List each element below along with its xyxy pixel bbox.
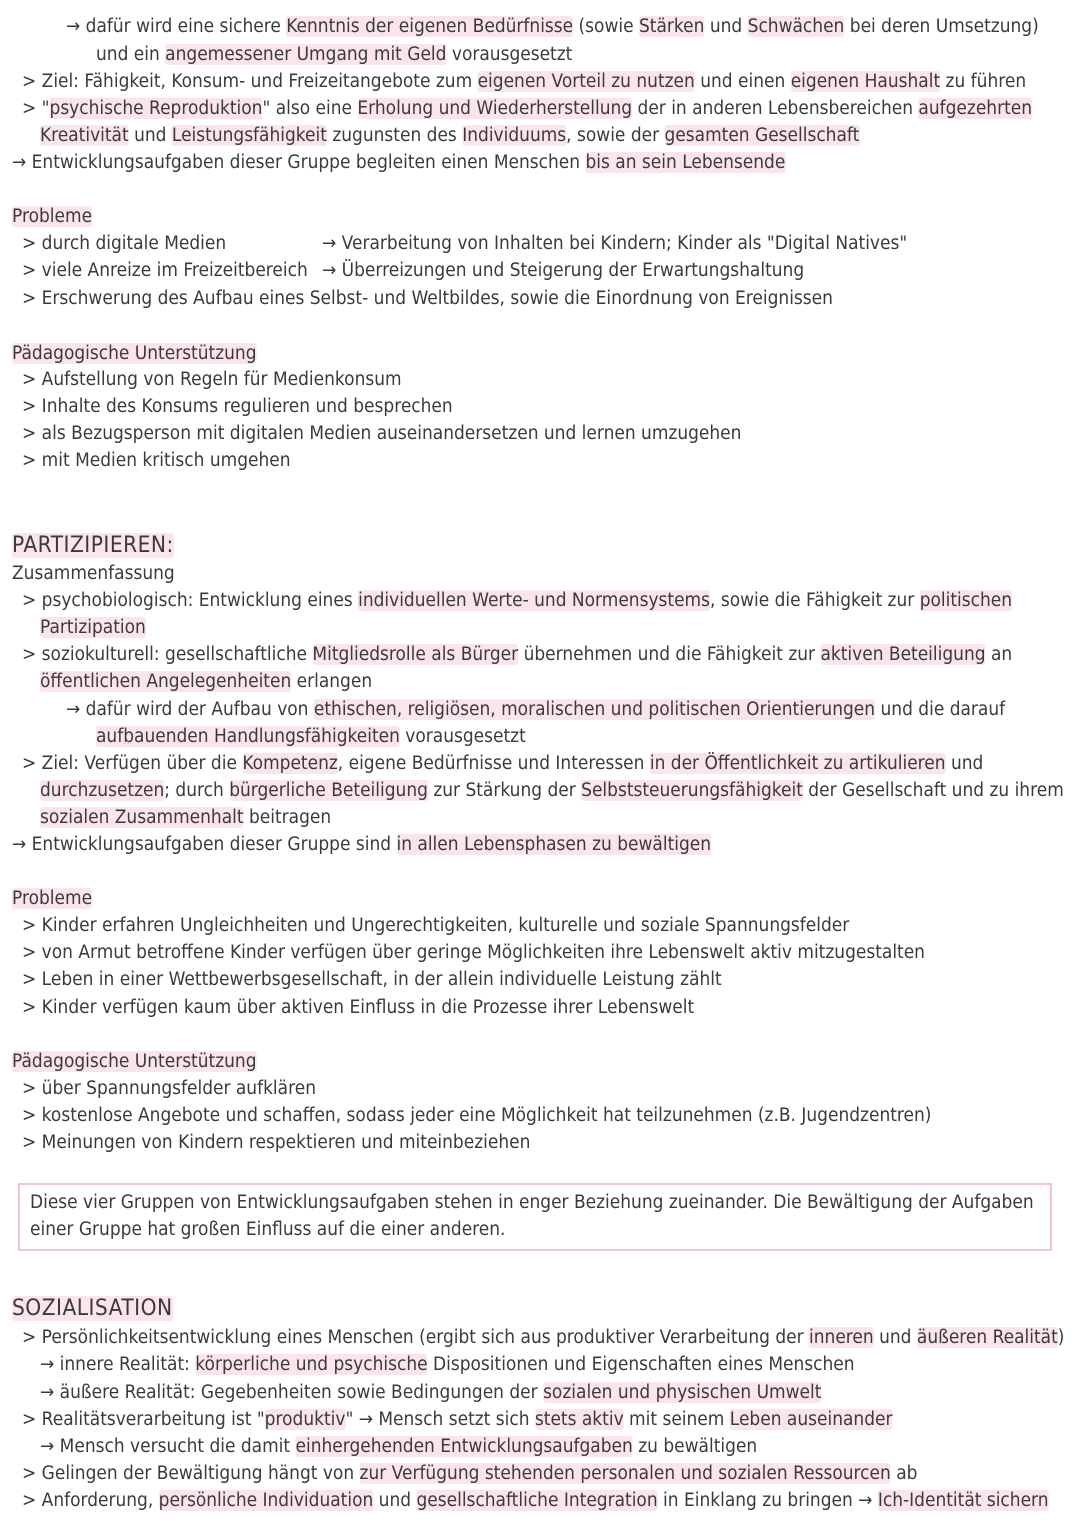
- text-line: > durch digitale Medien: [22, 233, 227, 254]
- section-title: Probleme: [12, 888, 93, 909]
- text-line: → dafür wird der Aufbau von ethischen, religiösen, moralischen und politischen Orientierungen und die darauf: [66, 699, 1006, 720]
- text-line: → äußere Realität: Gegebenheiten sowie Bedingungen der sozialen und physischen Umwelt: [40, 1382, 822, 1403]
- text-line: [96, 41, 572, 68]
- text: zu führen: [940, 71, 1027, 92]
- highlight: Kenntnis der eigenen Bedürfnisse: [286, 16, 574, 37]
- note-text: einer Gruppe hat großen Einfluss auf die einer anderen.: [30, 1219, 506, 1240]
- text-line: aufbauenden Handlungsfähigkeiten vorausgesetzt: [96, 726, 526, 747]
- list-item: > Inhalte des Konsums regulieren und besprechen: [22, 396, 453, 417]
- list-item: > Meinungen von Kindern respektieren und miteinbeziehen: [22, 1132, 531, 1153]
- highlight: Schwächen: [747, 16, 845, 37]
- text: , sowie der: [566, 125, 665, 146]
- text: und: [128, 125, 172, 146]
- text-line: > Gelingen der Bewältigung hängt von zur Verfügung stehenden personalen und sozialen Ressourcen ab: [22, 1463, 918, 1484]
- list-item: > Kinder verfügen kaum über aktiven Einfluss in die Prozesse ihrer Lebenswelt: [22, 997, 695, 1018]
- text: > ": [22, 98, 50, 119]
- text-line: > viele Anreize im Freizeitbereich: [22, 260, 308, 281]
- highlight: Individuums: [462, 125, 567, 146]
- text-line: durchzusetzen; durch bürgerliche Beteiligung zur Stärkung der Selbststeuerungsfähigkeit der Gesellschaft und zu ihrem: [40, 780, 1064, 801]
- list-item: > als Bezugsperson mit digitalen Medien auseinandersetzen und lernen umzugehen: [22, 423, 742, 444]
- text: → dafür wird eine sichere: [66, 16, 287, 37]
- highlight: psychische Reproduktion: [49, 98, 263, 119]
- text-line: Partizipation: [40, 617, 146, 638]
- text-line: → innere Realität: körperliche und psychische Dispositionen und Eigenschaften eines Menschen: [40, 1354, 855, 1375]
- list-item: > mit Medien kritisch umgehen: [22, 450, 291, 471]
- list-item: > Aufstellung von Regeln für Medienkonsum: [22, 369, 402, 390]
- text-line: [66, 13, 1039, 40]
- highlight: Leistungsfähigkeit: [171, 125, 327, 146]
- text-line: > Ziel: Verfügen über die Kompetenz, eigene Bedürfnisse und Interessen in der Öffentlichkeit zu artikulieren und: [22, 753, 984, 774]
- text-line: [12, 149, 785, 176]
- text-line: > Realitätsverarbeitung ist "produktiv" → Mensch setzt sich stets aktiv mit seinem Leben auseinander: [22, 1409, 893, 1430]
- text: der in anderen Lebensbereichen: [632, 98, 919, 119]
- text-line: > Erschwerung des Aufbau eines Selbst- und Weltbildes, sowie die Einordnung von Ereignissen: [22, 288, 833, 309]
- section-title: Pädagogische Unterstützung: [12, 343, 257, 364]
- text: bei deren Umsetzung): [844, 16, 1039, 37]
- section-heading: PARTIZIPIEREN:: [12, 533, 174, 558]
- section-heading: SOZIALISATION: [12, 1296, 173, 1321]
- highlight: eigenen Haushalt: [790, 71, 941, 92]
- text-line: [22, 95, 1032, 122]
- text-line: > Persönlichkeitsentwicklung eines Menschen (ergibt sich aus produktiver Verarbeitung der inneren und äußeren Realität): [22, 1327, 1065, 1348]
- list-item: > Kinder erfahren Ungleichheiten und Ungerechtigkeiten, kulturelle und soziale Spannungsfelder: [22, 915, 850, 936]
- text: > Ziel: Fähigkeit, Konsum- und Freizeitangebote zum: [22, 71, 478, 92]
- highlight: bis an sein Lebensende: [585, 152, 786, 173]
- text-line: → Überreizungen und Steigerung der Erwartungshaltung: [322, 260, 805, 281]
- text: → Entwicklungsaufgaben dieser Gruppe begleiten einen Menschen: [12, 152, 586, 173]
- text-line: → Verarbeitung von Inhalten bei Kindern; Kinder als "Digital Natives": [322, 233, 908, 254]
- text-line: [40, 122, 859, 149]
- highlight: Erholung und Wiederherstellung: [357, 98, 633, 119]
- list-item: > kostenlose Angebote und schaffen, sodass jeder eine Möglichkeit hat teilzunehmen (z.B. Jugendzentren): [22, 1105, 932, 1126]
- text-line: öffentlichen Angelegenheiten erlangen: [40, 671, 373, 692]
- note-text: Diese vier Gruppen von Entwicklungsaufgaben stehen in enger Beziehung zueinander. Die Bewältigung der Aufgaben: [30, 1192, 1034, 1213]
- text: vorausgesetzt: [446, 44, 573, 65]
- highlight: gesamten Gesellschaft: [664, 125, 860, 146]
- text-line: [22, 68, 1026, 95]
- highlight: aufgezehrten: [918, 98, 1033, 119]
- text: und ein: [96, 44, 166, 65]
- highlight: Kreativität: [40, 125, 129, 146]
- text-line: > Anforderung, persönliche Individuation und gesellschaftliche Integration in Einklang zu bringen → Ich-Identität sichern: [22, 1490, 1049, 1511]
- text-line: → Mensch versucht die damit einhergehenden Entwicklungsaufgaben zu bewältigen: [40, 1436, 758, 1457]
- highlight: angemessener Umgang mit Geld: [165, 44, 447, 65]
- list-item: > von Armut betroffene Kinder verfügen über geringe Möglichkeiten ihre Lebenswelt aktiv mitzugestalten: [22, 942, 925, 963]
- highlight: Stärken: [639, 16, 705, 37]
- text-line: > psychobiologisch: Entwicklung eines individuellen Werte- und Normensystems, sowie die Fähigkeit zur politischen: [22, 590, 1013, 611]
- text: und: [704, 16, 748, 37]
- text: " also eine: [262, 98, 358, 119]
- section-title: Zusammenfassung: [12, 563, 175, 584]
- section-title: Pädagogische Unterstützung: [12, 1051, 257, 1072]
- text: zugunsten des: [326, 125, 463, 146]
- highlight: eigenen Vorteil zu nutzen: [477, 71, 695, 92]
- list-item: > über Spannungsfelder aufklären: [22, 1078, 316, 1099]
- text-line: sozialen Zusammenhalt beitragen: [40, 807, 332, 828]
- section-title: Probleme: [12, 206, 93, 227]
- text: (sowie: [573, 16, 640, 37]
- text-line: > soziokulturell: gesellschaftliche Mitgliedsrolle als Bürger übernehmen und die Fähigkeit zur aktiven Beteiligung an: [22, 644, 1013, 665]
- text: und einen: [694, 71, 791, 92]
- text-line: → Entwicklungsaufgaben dieser Gruppe sind in allen Lebensphasen zu bewältigen: [12, 834, 712, 855]
- list-item: > Leben in einer Wettbewerbsgesellschaft, in der allein individuelle Leistung zählt: [22, 969, 722, 990]
